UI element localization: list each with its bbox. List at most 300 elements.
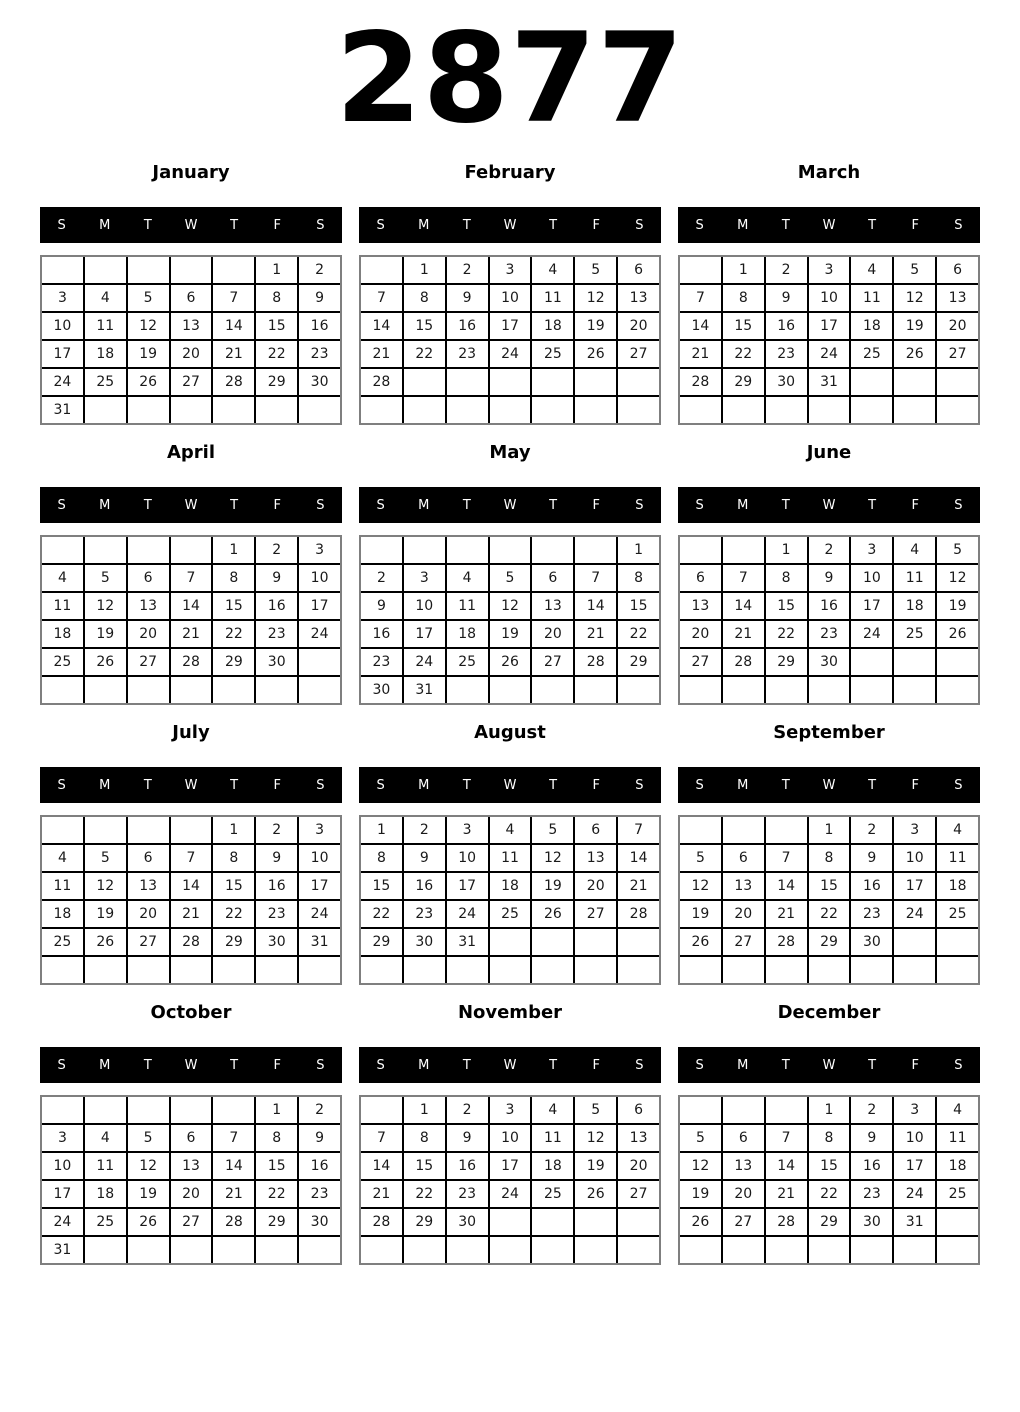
day-cell: 19 (85, 621, 126, 647)
day-cell: 13 (532, 593, 573, 619)
day-cell: 30 (299, 1209, 340, 1235)
day-cell: 26 (85, 929, 126, 955)
empty-day-cell (213, 677, 254, 703)
month-calendar-september (678, 722, 980, 985)
day-cell: 12 (575, 285, 616, 311)
day-cell: 3 (809, 257, 850, 283)
day-cell: 30 (851, 929, 892, 955)
empty-day-cell (213, 957, 254, 983)
empty-day-cell (680, 1097, 721, 1123)
day-cell: 16 (809, 593, 850, 619)
weekday-label: M (99, 497, 111, 513)
empty-day-cell (42, 677, 83, 703)
empty-day-cell (171, 257, 212, 283)
weekday-label: W (503, 1057, 517, 1073)
empty-day-cell (361, 957, 402, 983)
day-cell: 3 (299, 537, 340, 563)
day-cell: 6 (128, 565, 169, 591)
empty-day-cell (532, 677, 573, 703)
day-cell: 10 (299, 845, 340, 871)
empty-day-cell (85, 677, 126, 703)
day-cell: 25 (490, 901, 531, 927)
day-cell: 30 (766, 369, 807, 395)
empty-day-cell (851, 649, 892, 675)
day-cell: 9 (404, 845, 445, 871)
day-cell: 9 (447, 1125, 488, 1151)
day-cell: 3 (894, 1097, 935, 1123)
weekday-label: F (911, 777, 920, 793)
weekday-label: T (868, 777, 877, 793)
empty-day-cell (299, 957, 340, 983)
day-cell: 18 (42, 901, 83, 927)
day-cell: 28 (575, 649, 616, 675)
day-cell: 21 (723, 621, 764, 647)
empty-day-cell (299, 1237, 340, 1263)
day-cell: 2 (256, 537, 297, 563)
day-cell: 11 (937, 845, 978, 871)
day-cell: 28 (618, 901, 659, 927)
day-cell: 4 (42, 845, 83, 871)
day-cell: 9 (256, 845, 297, 871)
day-cell: 20 (723, 901, 764, 927)
day-cell: 17 (894, 873, 935, 899)
day-cell: 7 (213, 285, 254, 311)
empty-day-cell (85, 257, 126, 283)
month-grid (359, 1095, 661, 1265)
day-cell: 10 (42, 1153, 83, 1179)
weekday-label: T (868, 497, 877, 513)
day-cell: 19 (575, 313, 616, 339)
day-cell: 19 (128, 341, 169, 367)
day-cell: 8 (256, 285, 297, 311)
empty-day-cell (851, 677, 892, 703)
day-cell: 30 (809, 649, 850, 675)
day-cell: 14 (766, 873, 807, 899)
weekday-label: W (503, 497, 517, 513)
weekday-label: T (143, 1057, 152, 1073)
day-cell: 11 (85, 1153, 126, 1179)
empty-day-cell (490, 677, 531, 703)
day-cell: 3 (42, 285, 83, 311)
weekday-label: T (549, 1057, 558, 1073)
empty-day-cell (851, 957, 892, 983)
empty-day-cell (575, 397, 616, 423)
day-cell: 13 (128, 593, 169, 619)
empty-day-cell (575, 369, 616, 395)
day-cell: 25 (85, 1209, 126, 1235)
empty-day-cell (937, 397, 978, 423)
month-calendar-june (678, 442, 980, 705)
day-cell: 30 (299, 369, 340, 395)
empty-day-cell (723, 397, 764, 423)
day-cell: 3 (894, 817, 935, 843)
weekday-label: M (737, 777, 749, 793)
day-cell: 17 (490, 1153, 531, 1179)
day-cell: 16 (299, 1153, 340, 1179)
day-cell: 29 (404, 1209, 445, 1235)
weekday-label: S (316, 497, 325, 513)
month-calendar-march (678, 162, 980, 425)
empty-day-cell (851, 369, 892, 395)
day-cell: 11 (532, 1125, 573, 1151)
day-cell: 14 (171, 873, 212, 899)
weekday-label: T (462, 497, 471, 513)
day-cell: 3 (490, 1097, 531, 1123)
empty-day-cell (171, 1237, 212, 1263)
day-cell: 11 (490, 845, 531, 871)
empty-day-cell (766, 1237, 807, 1263)
empty-day-cell (937, 957, 978, 983)
weekday-label: S (316, 1057, 325, 1073)
day-cell: 11 (42, 873, 83, 899)
empty-day-cell (809, 397, 850, 423)
day-cell: 23 (256, 901, 297, 927)
day-cell: 5 (575, 1097, 616, 1123)
empty-day-cell (575, 1237, 616, 1263)
day-cell: 15 (809, 1153, 850, 1179)
day-cell: 20 (128, 621, 169, 647)
day-cell: 4 (937, 817, 978, 843)
empty-day-cell (532, 1209, 573, 1235)
day-cell: 23 (299, 341, 340, 367)
day-cell: 9 (299, 1125, 340, 1151)
day-cell: 7 (680, 285, 721, 311)
month-calendar-october (40, 1002, 342, 1265)
day-cell: 31 (809, 369, 850, 395)
day-cell: 15 (361, 873, 402, 899)
empty-day-cell (42, 537, 83, 563)
day-cell: 22 (213, 901, 254, 927)
month-grid (359, 535, 661, 705)
day-cell: 16 (447, 1153, 488, 1179)
day-cell: 13 (575, 845, 616, 871)
day-cell: 9 (447, 285, 488, 311)
empty-day-cell (490, 957, 531, 983)
day-cell: 17 (851, 593, 892, 619)
day-cell: 3 (490, 257, 531, 283)
empty-day-cell (680, 957, 721, 983)
day-cell: 21 (766, 901, 807, 927)
day-cell: 19 (937, 593, 978, 619)
day-cell: 28 (723, 649, 764, 675)
day-cell: 14 (213, 313, 254, 339)
weekday-label: S (316, 217, 325, 233)
day-cell: 9 (851, 845, 892, 871)
day-cell: 22 (723, 341, 764, 367)
empty-day-cell (766, 817, 807, 843)
empty-day-cell (128, 537, 169, 563)
day-cell: 10 (894, 845, 935, 871)
weekday-label: T (462, 217, 471, 233)
month-grid (40, 1095, 342, 1265)
empty-day-cell (723, 957, 764, 983)
day-cell: 14 (171, 593, 212, 619)
empty-day-cell (404, 537, 445, 563)
day-cell: 25 (85, 369, 126, 395)
day-cell: 30 (404, 929, 445, 955)
weekday-label: S (57, 217, 66, 233)
day-cell: 20 (937, 313, 978, 339)
day-cell: 1 (618, 537, 659, 563)
day-cell: 5 (937, 537, 978, 563)
day-cell: 24 (851, 621, 892, 647)
month-title: January (152, 162, 230, 183)
empty-day-cell (171, 537, 212, 563)
empty-day-cell (404, 957, 445, 983)
empty-day-cell (809, 957, 850, 983)
day-cell: 2 (851, 817, 892, 843)
empty-day-cell (447, 537, 488, 563)
day-cell: 19 (894, 313, 935, 339)
day-cell: 4 (85, 285, 126, 311)
weekday-label: T (549, 777, 558, 793)
day-cell: 11 (447, 593, 488, 619)
day-cell: 11 (851, 285, 892, 311)
day-cell: 25 (937, 901, 978, 927)
day-cell: 4 (851, 257, 892, 283)
day-cell: 30 (361, 677, 402, 703)
day-cell: 29 (213, 929, 254, 955)
day-cell: 13 (618, 285, 659, 311)
day-cell: 15 (618, 593, 659, 619)
day-cell: 6 (618, 1097, 659, 1123)
day-cell: 6 (171, 285, 212, 311)
day-cell: 23 (404, 901, 445, 927)
weekday-label: T (230, 497, 239, 513)
weekday-label: M (99, 1057, 111, 1073)
day-cell: 18 (42, 621, 83, 647)
day-cell: 22 (361, 901, 402, 927)
weekday-label: T (462, 777, 471, 793)
day-cell: 12 (575, 1125, 616, 1151)
day-cell: 5 (894, 257, 935, 283)
day-cell: 3 (299, 817, 340, 843)
day-cell: 4 (532, 1097, 573, 1123)
day-cell: 14 (680, 313, 721, 339)
day-cell: 24 (809, 341, 850, 367)
day-cell: 28 (361, 1209, 402, 1235)
day-cell: 18 (894, 593, 935, 619)
weekday-header (40, 207, 342, 243)
day-cell: 12 (128, 313, 169, 339)
day-cell: 26 (937, 621, 978, 647)
day-cell: 9 (256, 565, 297, 591)
day-cell: 19 (532, 873, 573, 899)
weekday-label: M (418, 497, 430, 513)
day-cell: 31 (404, 677, 445, 703)
empty-day-cell (937, 1237, 978, 1263)
day-cell: 7 (361, 285, 402, 311)
weekday-label: S (695, 1057, 704, 1073)
day-cell: 30 (256, 929, 297, 955)
day-cell: 13 (171, 313, 212, 339)
empty-day-cell (490, 537, 531, 563)
weekday-label: M (418, 777, 430, 793)
day-cell: 21 (213, 1181, 254, 1207)
day-cell: 9 (766, 285, 807, 311)
weekday-label: T (143, 777, 152, 793)
day-cell: 10 (404, 593, 445, 619)
day-cell: 1 (723, 257, 764, 283)
month-grid (359, 815, 661, 985)
day-cell: 3 (42, 1125, 83, 1151)
empty-day-cell (404, 369, 445, 395)
day-cell: 23 (299, 1181, 340, 1207)
day-cell: 28 (766, 1209, 807, 1235)
day-cell: 13 (128, 873, 169, 899)
day-cell: 18 (85, 1181, 126, 1207)
empty-day-cell (618, 957, 659, 983)
day-cell: 16 (256, 593, 297, 619)
empty-day-cell (851, 1237, 892, 1263)
empty-day-cell (213, 257, 254, 283)
day-cell: 13 (618, 1125, 659, 1151)
day-cell: 27 (618, 341, 659, 367)
empty-day-cell (85, 1237, 126, 1263)
month-title: August (474, 722, 546, 743)
day-cell: 2 (299, 257, 340, 283)
weekday-label: T (781, 1057, 790, 1073)
day-cell: 8 (809, 1125, 850, 1151)
day-cell: 5 (128, 1125, 169, 1151)
empty-day-cell (404, 397, 445, 423)
day-cell: 24 (894, 901, 935, 927)
day-cell: 16 (766, 313, 807, 339)
weekday-label: F (592, 217, 601, 233)
month-title: May (489, 442, 531, 463)
weekday-header (359, 207, 661, 243)
empty-day-cell (447, 677, 488, 703)
day-cell: 7 (618, 817, 659, 843)
empty-day-cell (680, 257, 721, 283)
month-calendar-january (40, 162, 342, 425)
day-cell: 15 (213, 873, 254, 899)
day-cell: 22 (766, 621, 807, 647)
weekday-label: S (376, 1057, 385, 1073)
weekday-label: S (954, 777, 963, 793)
day-cell: 28 (171, 649, 212, 675)
day-cell: 8 (213, 565, 254, 591)
day-cell: 18 (937, 1153, 978, 1179)
day-cell: 1 (256, 257, 297, 283)
empty-day-cell (618, 929, 659, 955)
weekday-label: M (737, 497, 749, 513)
empty-day-cell (171, 397, 212, 423)
empty-day-cell (894, 677, 935, 703)
day-cell: 22 (618, 621, 659, 647)
day-cell: 31 (447, 929, 488, 955)
day-cell: 16 (851, 1153, 892, 1179)
empty-day-cell (723, 817, 764, 843)
empty-day-cell (809, 677, 850, 703)
weekday-label: W (822, 217, 836, 233)
day-cell: 15 (766, 593, 807, 619)
day-cell: 7 (766, 1125, 807, 1151)
day-cell: 28 (680, 369, 721, 395)
day-cell: 6 (680, 565, 721, 591)
empty-day-cell (128, 677, 169, 703)
empty-day-cell (299, 649, 340, 675)
day-cell: 23 (256, 621, 297, 647)
day-cell: 27 (723, 1209, 764, 1235)
day-cell: 3 (447, 817, 488, 843)
day-cell: 13 (171, 1153, 212, 1179)
day-cell: 27 (128, 929, 169, 955)
weekday-label: S (695, 497, 704, 513)
day-cell: 7 (723, 565, 764, 591)
day-cell: 1 (809, 817, 850, 843)
day-cell: 6 (171, 1125, 212, 1151)
day-cell: 2 (361, 565, 402, 591)
day-cell: 27 (618, 1181, 659, 1207)
empty-day-cell (299, 397, 340, 423)
day-cell: 15 (256, 1153, 297, 1179)
day-cell: 24 (894, 1181, 935, 1207)
day-cell: 20 (680, 621, 721, 647)
weekday-label: S (316, 777, 325, 793)
day-cell: 24 (42, 369, 83, 395)
empty-day-cell (937, 1209, 978, 1235)
day-cell: 16 (851, 873, 892, 899)
day-cell: 11 (937, 1125, 978, 1151)
day-cell: 20 (618, 1153, 659, 1179)
empty-day-cell (766, 957, 807, 983)
day-cell: 1 (404, 257, 445, 283)
day-cell: 8 (723, 285, 764, 311)
weekday-label: F (273, 1057, 282, 1073)
weekday-header (40, 1047, 342, 1083)
day-cell: 1 (213, 537, 254, 563)
weekday-header (678, 487, 980, 523)
empty-day-cell (361, 1097, 402, 1123)
day-cell: 20 (532, 621, 573, 647)
day-cell: 15 (809, 873, 850, 899)
day-cell: 14 (361, 313, 402, 339)
empty-day-cell (171, 817, 212, 843)
day-cell: 10 (851, 565, 892, 591)
day-cell: 24 (404, 649, 445, 675)
weekday-label: M (418, 217, 430, 233)
weekday-label: W (822, 1057, 836, 1073)
empty-day-cell (937, 677, 978, 703)
day-cell: 24 (490, 341, 531, 367)
day-cell: 20 (171, 1181, 212, 1207)
day-cell: 26 (575, 341, 616, 367)
day-cell: 18 (937, 873, 978, 899)
empty-day-cell (532, 369, 573, 395)
day-cell: 24 (299, 621, 340, 647)
empty-day-cell (894, 957, 935, 983)
day-cell: 17 (42, 1181, 83, 1207)
empty-day-cell (680, 397, 721, 423)
day-cell: 11 (85, 313, 126, 339)
empty-day-cell (894, 397, 935, 423)
day-cell: 8 (809, 845, 850, 871)
day-cell: 8 (766, 565, 807, 591)
day-cell: 19 (680, 1181, 721, 1207)
weekday-label: T (781, 497, 790, 513)
day-cell: 7 (171, 845, 212, 871)
day-cell: 29 (256, 369, 297, 395)
empty-day-cell (618, 1237, 659, 1263)
day-cell: 18 (532, 313, 573, 339)
day-cell: 27 (680, 649, 721, 675)
day-cell: 17 (894, 1153, 935, 1179)
weekday-label: W (184, 777, 198, 793)
day-cell: 1 (809, 1097, 850, 1123)
weekday-label: T (781, 217, 790, 233)
weekday-label: S (635, 777, 644, 793)
